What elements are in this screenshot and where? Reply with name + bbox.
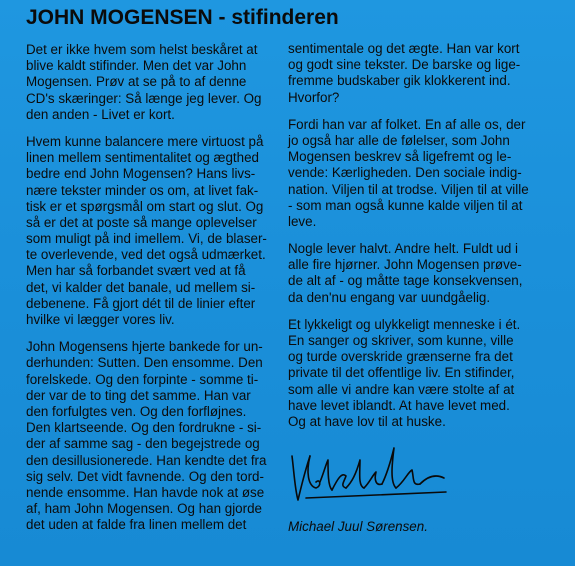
paragraph-gap — [26, 328, 278, 339]
text-line: Og at have lov til at huske. — [288, 413, 446, 429]
text-line: Men har så forbandet svært ved at få — [26, 263, 246, 279]
text-line: den anden - Livet er kort. — [26, 106, 175, 122]
text-line: CD's skæringer: Så længe jeg lever. Og — [26, 90, 262, 106]
text-line: det, vi kalder det banale, ud mellem si- — [26, 279, 256, 295]
signature-name: Michael Juul Sørensen. — [288, 519, 428, 534]
paragraph-gap — [288, 230, 546, 241]
text-line: Et lykkeligt og ulykkeligt menneske i ét. — [288, 316, 521, 332]
text-line: af, ham John Mogensen. Og han gjorde — [26, 501, 262, 517]
handwritten-signature — [286, 442, 456, 516]
text-line: Den klartseende. Og den fordrukne - si- — [26, 420, 262, 436]
text-line: sentimentale og det ægte. Han var kort — [288, 41, 520, 56]
paragraph-gap — [288, 106, 546, 117]
text-line: te overlevende, ved det også udmærket. — [26, 247, 266, 263]
text-line: nære tekster minder os om, at livet fak- — [26, 182, 259, 198]
left-text-column — [26, 42, 278, 533]
text-line: de alt af - og måtte tage konsekvensen, — [288, 273, 523, 289]
paragraph-gap — [26, 123, 278, 134]
text-line: blive kaldt stifinder. Men det var John — [26, 58, 247, 74]
signature-scribble — [286, 442, 456, 516]
text-line: tisk er et spørgsmål om start og slut. Og — [26, 198, 264, 214]
text-line: fremme budskaber gik klokkerent ind. — [288, 73, 511, 89]
text-line: som alle vi andre kan være stolte af at — [288, 381, 515, 397]
text-line: John Mogensens hjerte bankede for un- — [26, 339, 263, 355]
text-line: Hvorfor? — [288, 89, 340, 105]
text-line: private til det offentlige liv. En stifinder, — [288, 365, 515, 381]
text-line: Hvem kunne balancere mere virtuost på — [26, 133, 264, 149]
text-line: der var de to ting det samme. Han var — [26, 387, 251, 403]
text-line: bedre end John Mogensen? Hans livs- — [26, 166, 256, 182]
text-line: Mogensen beskrev så ligefremt og le- — [288, 149, 512, 165]
text-line: En sanger og skriver, som kunne, ville — [288, 333, 514, 348]
text-line: nation. Viljen til at trodse. Viljen til at ville — [288, 181, 529, 197]
text-line: - som man også kunne kalde viljen til at — [288, 197, 523, 213]
text-line: Mogensen. Prøv at se på to af denne — [26, 74, 247, 90]
text-line: have levet iblandt. At have levet med. — [288, 397, 510, 413]
text-line: sig selv. Det vidt favnende. Og den tord- — [26, 468, 264, 484]
text-line: da den'nu engang var uundgåelig. — [288, 289, 491, 305]
text-line: linen mellem sentimentalitet og ægthed — [26, 150, 259, 166]
text-line: den forfulgtes ven. Og den forfløjnes. — [26, 403, 247, 419]
paragraph-gap — [288, 306, 546, 317]
text-line: jo også har alle de følelser, som John — [288, 132, 510, 148]
text-line: det uden at falde fra linen mellem det — [26, 517, 247, 533]
text-line: og godt sine tekster. De barske og lige- — [288, 57, 521, 73]
text-line: så er det at poste så mange oplevelser — [26, 214, 257, 230]
text-line: derhunden: Sutten. Den ensomme. Den — [26, 355, 263, 371]
text-line: Fordi han var af folket. En af alle os, der — [288, 116, 526, 132]
text-line: Det er ikke hvem som helst beskåret at — [26, 42, 258, 57]
text-line: forelskede. Og den forpinte - somme ti- — [26, 371, 259, 387]
right-text-column — [288, 41, 546, 430]
text-line: vende: Kærligheden. Den sociale indig- — [288, 165, 522, 181]
text-line: nende ensomme. Han havde nok at øse — [26, 484, 265, 500]
page-title: JOHN MOGENSEN - stifinderen — [26, 6, 339, 29]
text-line: og turde overskride grænserne fra det — [288, 349, 513, 365]
text-line: alle fire hjørner. John Mogensen prøve- — [288, 257, 522, 273]
text-line: Nogle lever halvt. Andre helt. Fuldt ud i — [288, 241, 519, 257]
text-line: som muligt på ind imellem. Vi, de blaser- — [26, 231, 267, 247]
text-line: debenene. Få gjort dét til de linier efter — [26, 295, 256, 311]
text-line: den desillusionerede. Han kendte det fra — [26, 452, 267, 468]
text-line: der af samme sag - den begejstrede og — [26, 436, 260, 452]
text-line: leve. — [288, 213, 317, 229]
text-line: hvilke vi lægger vores liv. — [26, 312, 175, 327]
